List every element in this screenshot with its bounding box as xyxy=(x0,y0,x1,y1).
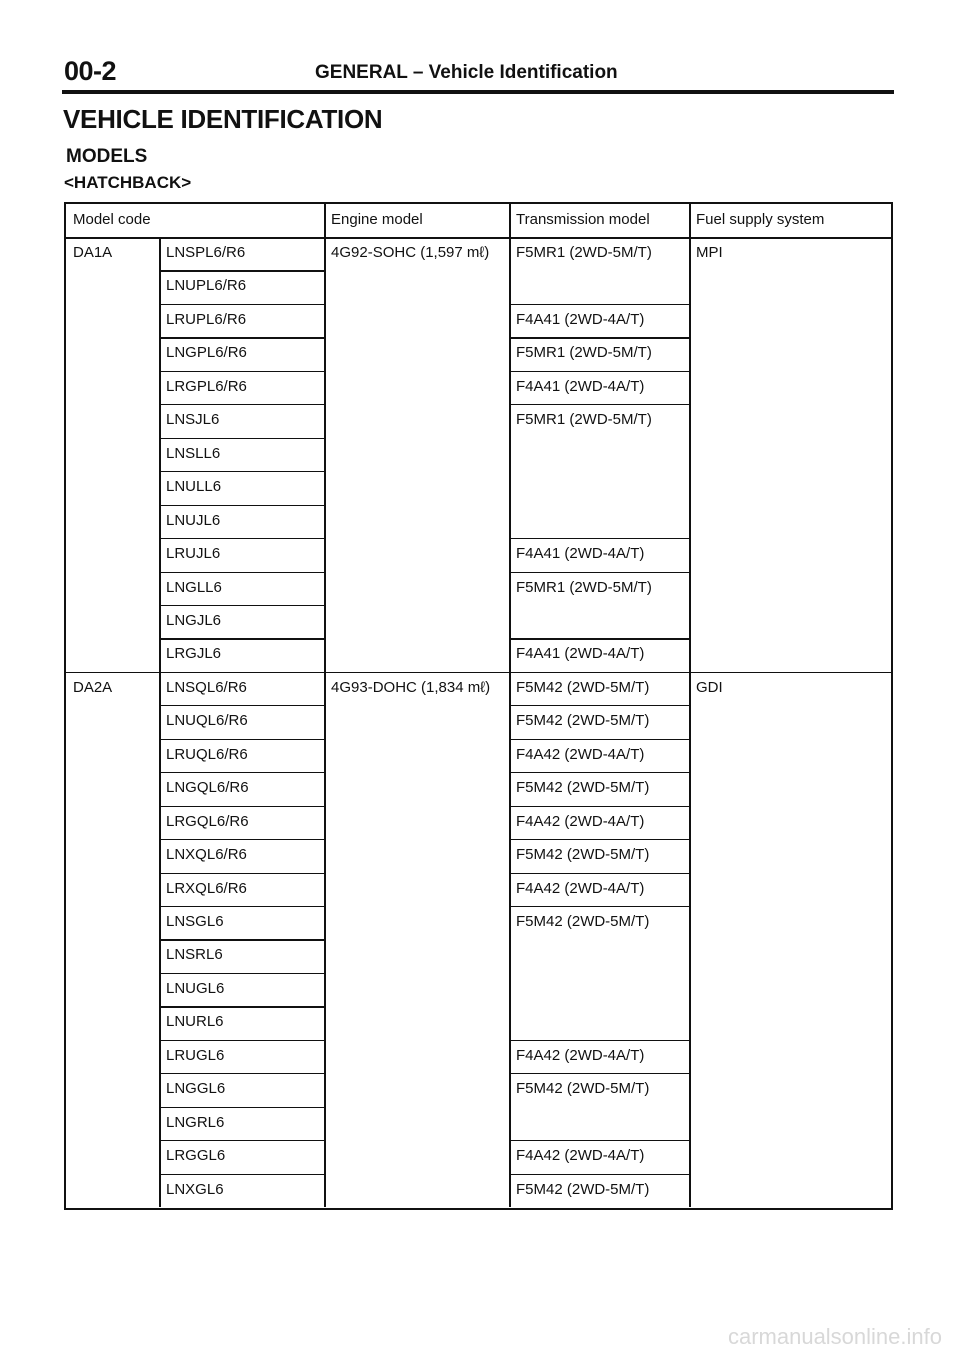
row-divider xyxy=(159,538,324,539)
row-divider xyxy=(509,906,689,907)
row-divider xyxy=(159,404,324,405)
row-divider xyxy=(159,839,324,840)
header-divider xyxy=(66,237,891,239)
model-prefix-cell: DA2A xyxy=(73,678,113,696)
model-code-cell: LNGJL6 xyxy=(166,611,222,629)
row-divider xyxy=(159,873,324,874)
row-divider xyxy=(509,1174,689,1175)
model-prefix-cell: DA1A xyxy=(73,244,113,261)
row-divider xyxy=(509,806,689,807)
row-divider xyxy=(509,739,689,740)
row-divider xyxy=(509,538,689,539)
model-code-cell: LRGQL6/R6 xyxy=(166,812,249,830)
model-code-cell: LNUQL6/R6 xyxy=(166,712,248,730)
row-divider xyxy=(509,304,689,305)
transmission-cell: F5MR1 (2WD-5M/T) xyxy=(516,578,652,596)
page-title: VEHICLE IDENTIFICATION xyxy=(63,104,383,134)
model-code-cell: LNUPL6/R6 xyxy=(166,277,247,295)
transmission-cell: F4A41 (2WD-4A/T) xyxy=(516,545,645,563)
transmission-cell: F4A42 (2WD-4A/T) xyxy=(516,879,645,897)
row-divider xyxy=(159,572,324,573)
row-divider xyxy=(159,638,324,639)
transmission-cell: F5MR1 (2WD-5M/T) xyxy=(516,411,652,429)
row-divider xyxy=(159,739,324,740)
row-divider xyxy=(159,806,324,807)
fuel-cell: MPI xyxy=(696,244,723,261)
row-divider xyxy=(159,371,324,372)
row-divider xyxy=(159,1140,324,1141)
row-divider xyxy=(509,705,689,706)
column-divider xyxy=(159,237,161,1207)
row-divider xyxy=(159,1073,324,1074)
model-code-cell: LRUGL6 xyxy=(166,1046,225,1064)
transmission-cell: F5M42 (2WD-5M/T) xyxy=(516,678,650,696)
row-divider xyxy=(159,304,324,305)
model-code-cell: LNGRL6 xyxy=(166,1113,225,1131)
model-code-cell: LNUJL6 xyxy=(166,511,221,529)
row-divider xyxy=(509,404,689,405)
column-divider xyxy=(324,204,326,237)
model-code-cell: LRGPL6/R6 xyxy=(166,377,247,395)
engine-cell: 4G93-DOHC (1,834 mℓ) xyxy=(331,678,491,696)
column-divider xyxy=(324,237,326,1207)
model-code-cell: LNGLL6 xyxy=(166,578,222,596)
model-code-cell: LRUQL6/R6 xyxy=(166,745,248,763)
transmission-cell: F5M42 (2WD-5M/T) xyxy=(516,779,650,797)
model-code-cell: LRUJL6 xyxy=(166,545,221,563)
model-code-cell: LNSJL6 xyxy=(166,411,220,429)
transmission-cell: F4A42 (2WD-4A/T) xyxy=(516,1046,645,1064)
row-divider xyxy=(509,839,689,840)
watermark-link[interactable]: carmanualsonline.info xyxy=(727,1324,942,1349)
transmission-cell: F5MR1 (2WD-5M/T) xyxy=(516,244,652,261)
page-number: 00-2 xyxy=(64,56,117,86)
model-code-cell: LRGJL6 xyxy=(166,645,222,663)
column-header: Transmission model xyxy=(516,211,650,228)
row-divider xyxy=(159,705,324,706)
row-divider xyxy=(159,939,324,940)
model-code-cell: LRXQL6/R6 xyxy=(166,879,247,897)
column-header: Model code xyxy=(73,211,151,228)
model-code-cell: LNSQL6/R6 xyxy=(166,678,247,696)
model-code-cell: LNSGL6 xyxy=(166,913,224,930)
model-code-cell: LNXQL6/R6 xyxy=(166,846,247,864)
model-code-cell: LNSPL6/R6 xyxy=(166,244,246,261)
row-divider xyxy=(509,1073,689,1074)
section-header: GENERAL – Vehicle Identification xyxy=(315,62,618,83)
models-table xyxy=(64,202,893,1210)
row-divider xyxy=(509,572,689,573)
header-rule xyxy=(62,90,894,94)
transmission-cell: F5M42 (2WD-5M/T) xyxy=(516,913,650,930)
transmission-cell: F4A41 (2WD-4A/T) xyxy=(516,645,645,663)
model-code-cell: LNUGL6 xyxy=(166,979,225,997)
model-code-cell: LNGQL6/R6 xyxy=(166,779,249,797)
transmission-cell: F4A42 (2WD-4A/T) xyxy=(516,812,645,830)
row-divider xyxy=(159,1107,324,1108)
transmission-cell: F5M42 (2WD-5M/T) xyxy=(516,712,650,730)
model-code-cell: LRGGL6 xyxy=(166,1147,226,1165)
transmission-cell: F5M42 (2WD-5M/T) xyxy=(516,1080,650,1098)
column-header: Engine model xyxy=(331,211,423,228)
model-code-cell: LNXGL6 xyxy=(166,1180,224,1198)
row-divider xyxy=(509,873,689,874)
model-code-cell: LNULL6 xyxy=(166,478,222,496)
row-divider xyxy=(509,1040,689,1041)
transmission-cell: F5MR1 (2WD-5M/T) xyxy=(516,344,652,362)
row-divider xyxy=(159,973,324,974)
row-divider xyxy=(159,772,324,773)
group-divider xyxy=(66,672,891,674)
model-code-cell: LRUPL6/R6 xyxy=(166,310,247,328)
row-divider xyxy=(159,906,324,907)
row-divider xyxy=(159,438,324,439)
row-divider xyxy=(509,638,689,639)
row-divider xyxy=(159,1040,324,1041)
model-code-cell: LNGGL6 xyxy=(166,1080,226,1098)
row-divider xyxy=(509,1140,689,1141)
row-divider xyxy=(509,371,689,372)
model-code-cell: LNSLL6 xyxy=(166,444,221,462)
column-divider xyxy=(689,204,691,237)
column-header: Fuel supply system xyxy=(696,211,825,228)
row-divider xyxy=(159,1006,324,1007)
row-divider xyxy=(159,337,324,338)
transmission-cell: F4A42 (2WD-4A/T) xyxy=(516,1147,645,1165)
transmission-cell: F4A42 (2WD-4A/T) xyxy=(516,745,645,763)
transmission-cell: F5M42 (2WD-5M/T) xyxy=(516,846,650,864)
column-divider xyxy=(509,204,511,237)
row-divider xyxy=(159,505,324,506)
row-divider xyxy=(159,605,324,606)
transmission-cell: F4A41 (2WD-4A/T) xyxy=(516,310,645,328)
transmission-cell: F5M42 (2WD-5M/T) xyxy=(516,1180,650,1198)
model-code-cell: LNURL6 xyxy=(166,1013,224,1031)
fuel-cell: GDI xyxy=(696,678,723,696)
row-divider xyxy=(159,471,324,472)
model-code-cell: LNSRL6 xyxy=(166,946,223,964)
row-divider xyxy=(509,772,689,773)
column-divider xyxy=(689,237,691,1207)
row-divider xyxy=(159,1174,324,1175)
section-subtitle: MODELS xyxy=(66,146,148,167)
column-divider xyxy=(509,237,511,1207)
row-divider xyxy=(159,270,324,271)
row-divider xyxy=(509,337,689,338)
transmission-cell: F4A41 (2WD-4A/T) xyxy=(516,377,645,395)
body-variant-label: <HATCHBACK> xyxy=(64,173,192,192)
engine-cell: 4G92-SOHC (1,597 mℓ) xyxy=(331,244,490,261)
model-code-cell: LNGPL6/R6 xyxy=(166,344,247,362)
